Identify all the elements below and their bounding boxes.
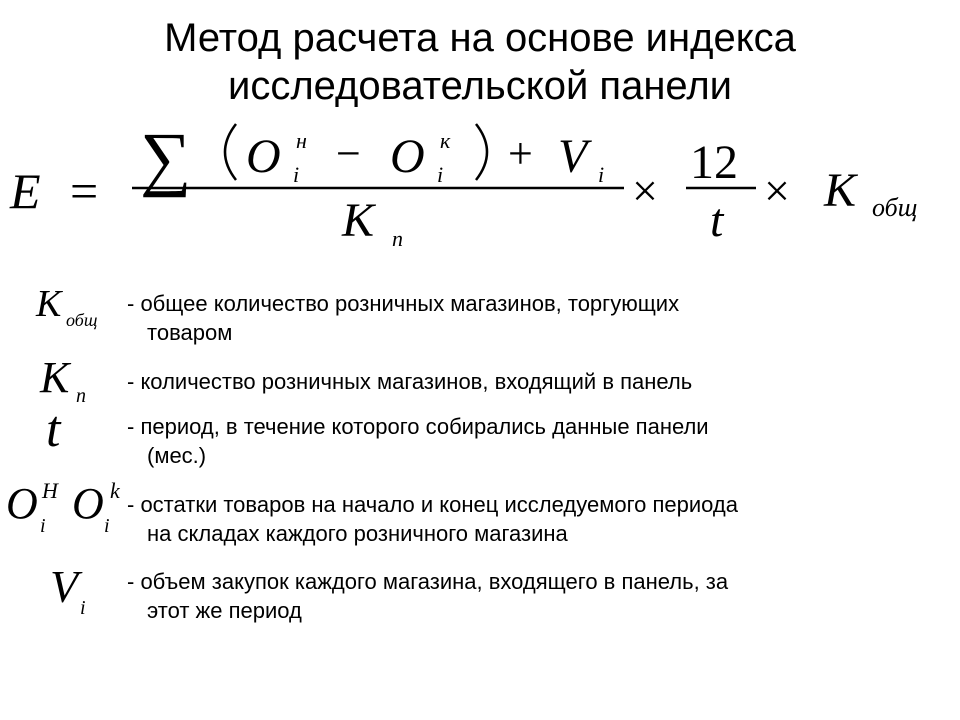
- symbol-k-obsch: [0, 278, 125, 338]
- definition-text: - остатки товаров на начало и конец исследуемого периода: [127, 492, 738, 517]
- definition-o: [127, 490, 927, 548]
- svg-text:K: K: [36, 283, 62, 325]
- title-line-1: Метод расчета на основе индекса: [164, 16, 796, 60]
- v-sub: i: [598, 162, 605, 187]
- definition-t: [127, 412, 927, 470]
- o-end-sub: i: [437, 162, 444, 187]
- svg-text:i: i: [40, 515, 46, 537]
- definition-k-obsch: [127, 289, 927, 347]
- kobsch-symbol: K: [824, 164, 857, 217]
- svg-text:i: i: [104, 515, 110, 537]
- symbol-v: [0, 556, 125, 622]
- definition-text: - количество розничных магазинов, входящий в панель: [127, 369, 693, 394]
- main-formula: [0, 110, 960, 260]
- svg-text:H: H: [42, 478, 58, 503]
- svg-text:K: K: [40, 353, 70, 402]
- kp-sub: п: [392, 226, 403, 251]
- o-end: O: [390, 130, 425, 183]
- definition-text: - период, в течение которого собирались данные панели: [127, 414, 709, 439]
- symbol-t: [0, 398, 125, 458]
- symbol-o-hk: [0, 474, 125, 540]
- right-paren: [476, 124, 487, 180]
- svg-text:k: k: [110, 478, 120, 503]
- definition-k-p: [127, 367, 927, 396]
- formula-lhs: E: [10, 163, 41, 219]
- svg-text:O: O: [72, 479, 104, 528]
- times-sign-1: ×: [632, 165, 658, 216]
- svg-text:п: п: [76, 385, 86, 407]
- formula-minus: −: [336, 129, 361, 178]
- o-start: O: [246, 130, 281, 183]
- svg-text:V: V: [50, 561, 79, 612]
- svg-text:общ: общ: [66, 310, 98, 330]
- o-end-sup: к: [440, 128, 451, 153]
- svg-text:i: i: [80, 597, 86, 619]
- definition-continuation: товаром: [147, 320, 233, 345]
- o-start-sup: н: [296, 128, 307, 153]
- formula-plus: +: [508, 129, 533, 178]
- times-sign-2: ×: [764, 165, 790, 216]
- definition-continuation: (мес.): [147, 443, 207, 468]
- kp-symbol: K: [342, 194, 375, 247]
- sum-symbol: ∑: [140, 118, 192, 198]
- title-line-2: исследовательской панели: [227, 64, 733, 108]
- left-paren: [225, 124, 236, 180]
- definition-continuation: этот же период: [147, 598, 302, 623]
- svg-text:t: t: [46, 401, 61, 458]
- t-symbol: t: [710, 194, 724, 247]
- definition-text: - объем закупок каждого магазина, входящего в панель, за: [127, 569, 729, 594]
- formula-equals: =: [70, 163, 99, 219]
- o-start-sub: i: [293, 162, 300, 187]
- svg-text:O: O: [6, 479, 38, 528]
- definition-text: - общее количество розничных магазинов, торгующих: [127, 291, 680, 316]
- v-symbol: V: [558, 130, 588, 183]
- slide-title: [0, 14, 960, 110]
- kobsch-sub: общ: [872, 193, 918, 222]
- twelve: 12: [690, 136, 738, 189]
- definition-v: [127, 567, 927, 625]
- definition-continuation: на складах каждого розничного магазина: [147, 521, 568, 546]
